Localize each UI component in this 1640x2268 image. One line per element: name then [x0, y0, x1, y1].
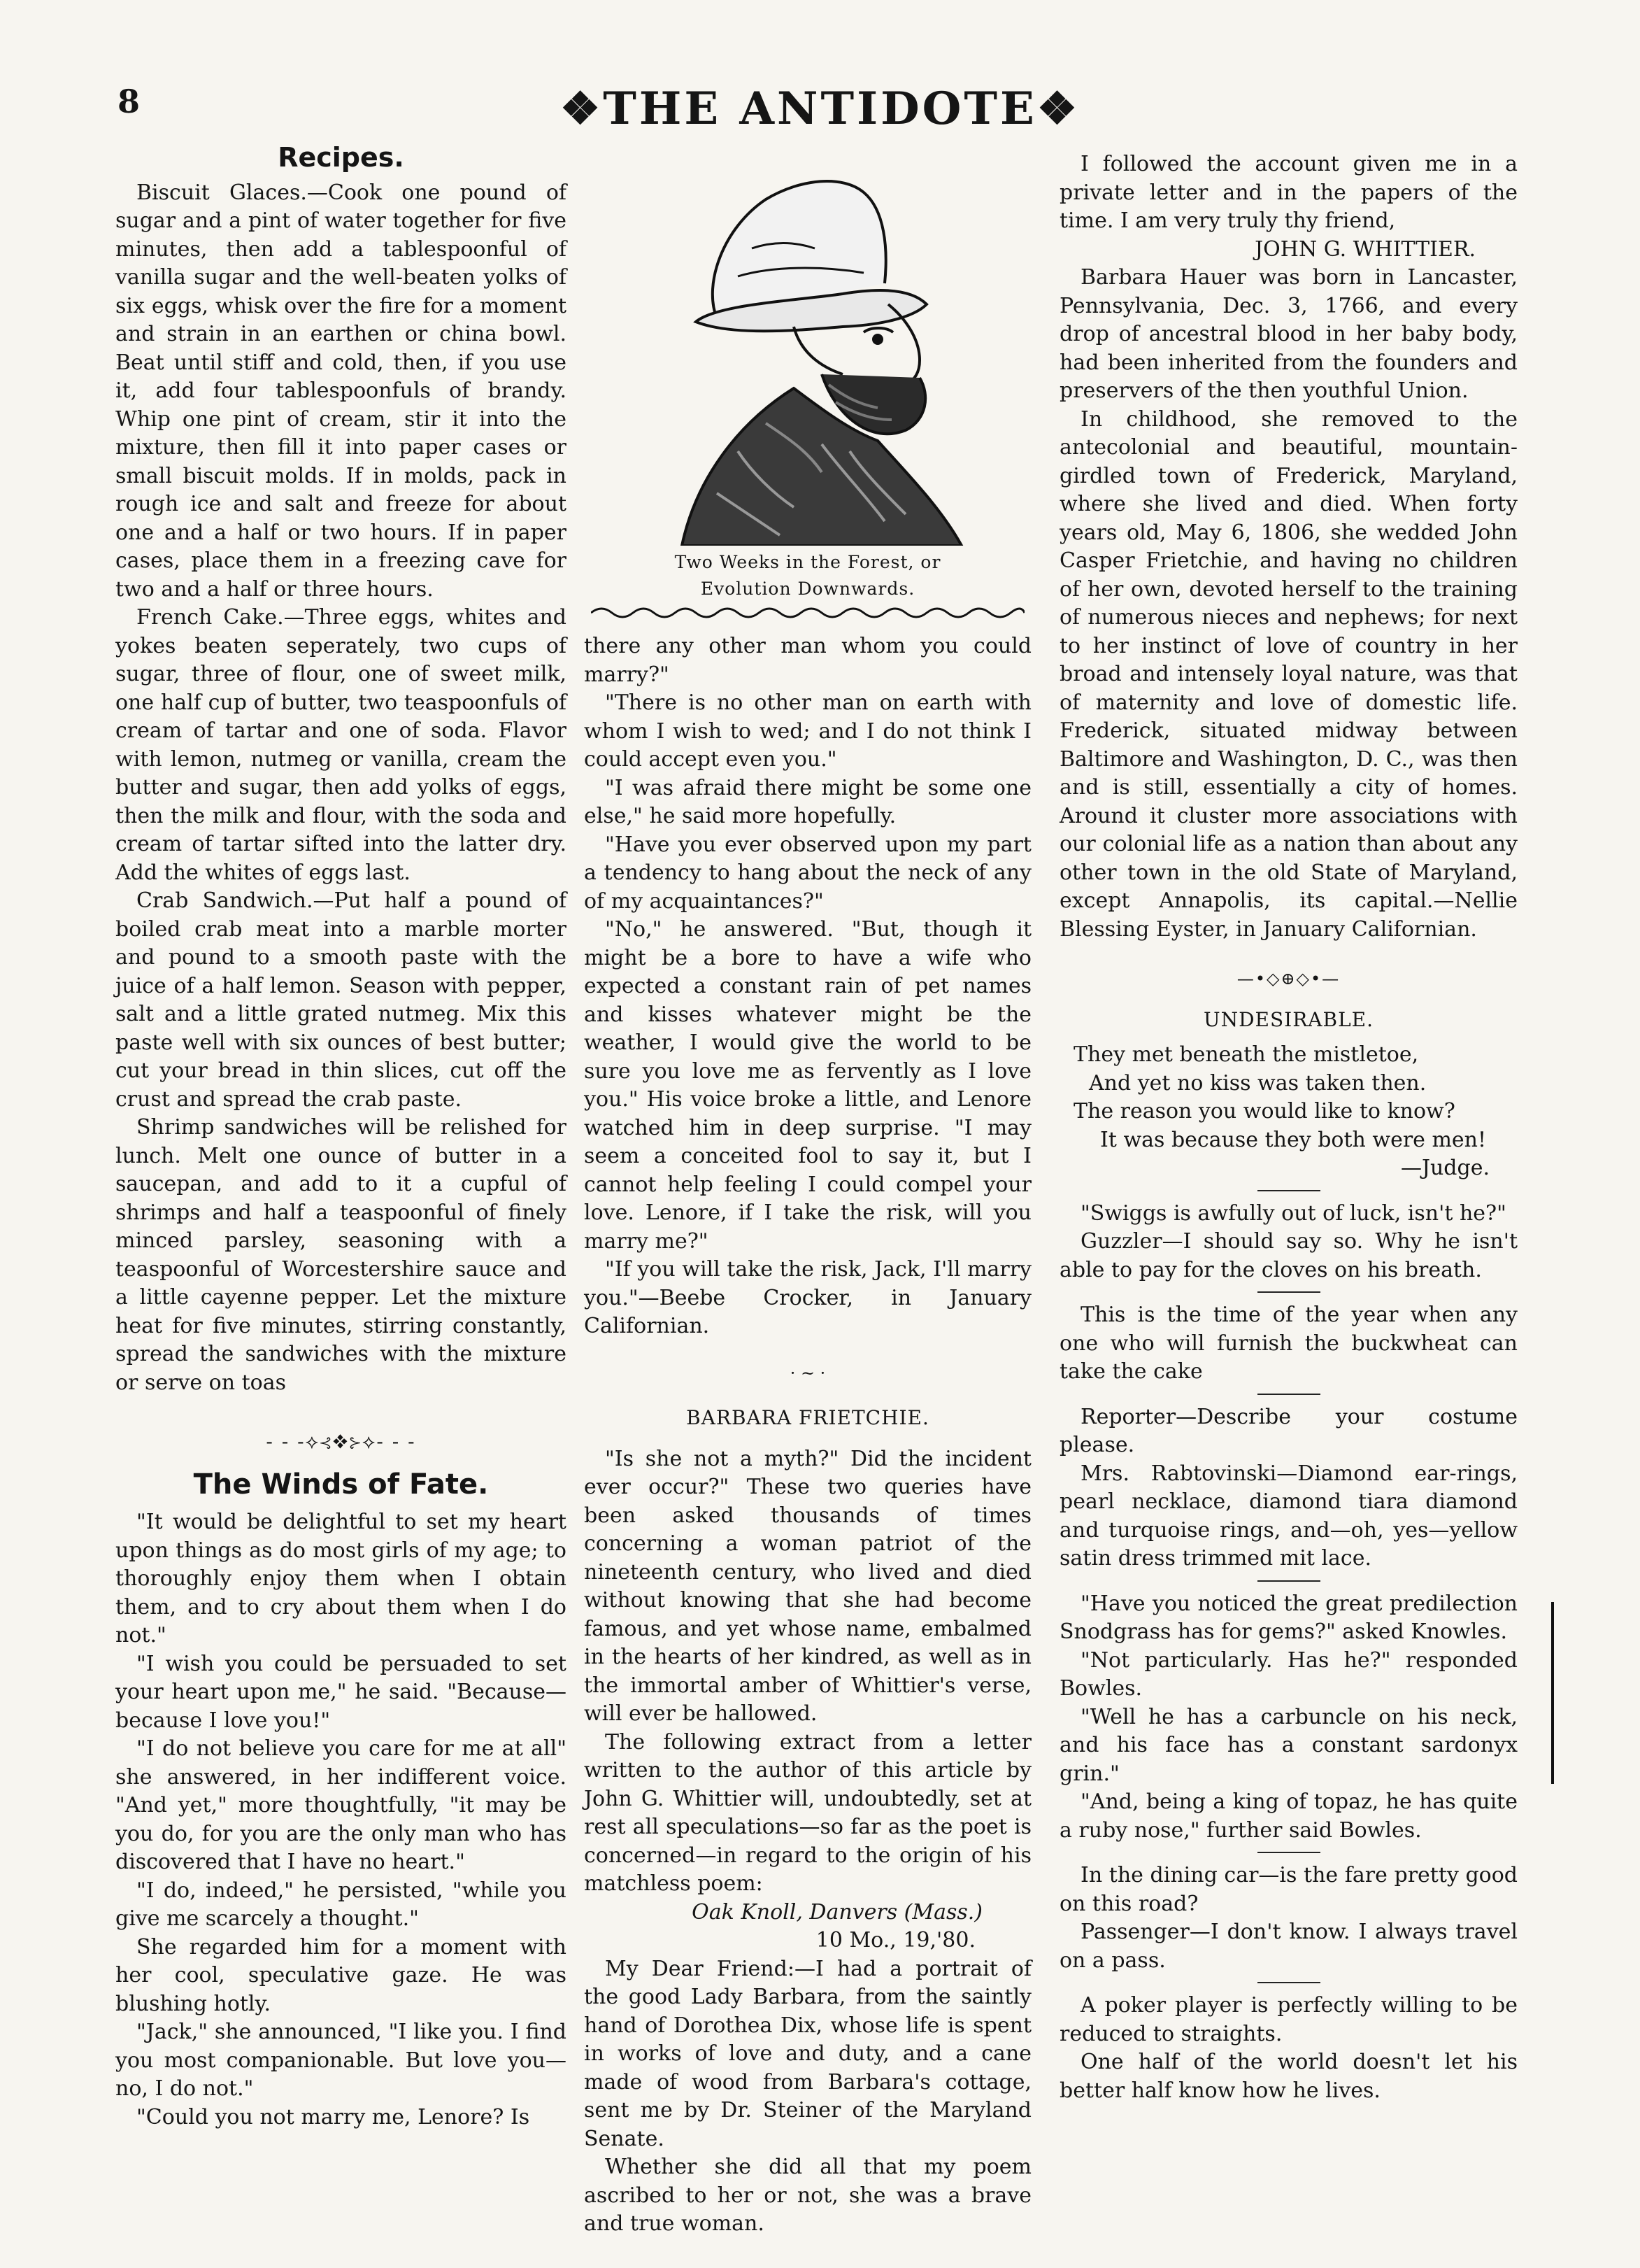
story-paragraph: "I wish you could be persuaded to set your heart upon me," he said. "Because—because I love you!" [115, 1651, 566, 1733]
joke-line: Mrs. Rabtovinski—Diamond ear-rings, pearl necklace, diamond tiara diamond and turquoise rings, and—oh, yes—yellow satin dress trimmed mit lace. [1060, 1461, 1518, 1571]
joke-line: One half of the world doesn't let his better half know how he lives. [1060, 2050, 1518, 2103]
letter-signature: JOHN G. WHITTIER. [1255, 236, 1476, 262]
recipe-shrimp-sandwich: Shrimp sandwiches will be relished for lunch. Melt one ounce of butter in a saucepan, and add to it a cupful of shrimps and half a teaspoonful of finely minced parsley, seasoning with a teaspoonful of Worcestershire sauce and a little cayenne pepper. Let the mixture heat for five minutes, stirring constantly, spread the sandwiches with the mixture or serve on toas [115, 1115, 566, 1395]
section-ornament: —•◇⊕◇•— [1236, 969, 1341, 988]
section-ornament: - - -⟡⊰❖⊱⟡- - - [266, 1430, 416, 1453]
wavy-divider [591, 604, 1025, 621]
poem-credit: —Judge. [1400, 1156, 1490, 1180]
poem-line: They met beneath the mistletoe, [1074, 1042, 1419, 1067]
letter-dateline-place: Oak Knoll, Danvers (Mass.) [692, 1899, 983, 1925]
story-paragraph: "It would be delightful to set my heart upon things as do most girls of my age; to thoroughly enjoy them when I obtain them, and to cry about them when I do not." [115, 1510, 566, 1647]
joke-line: "Have you noticed the great predilection Snodgrass has for gems?" asked Knowles. [1060, 1591, 1518, 1644]
story-paragraph: "Have you ever observed upon my part a tendency to hang about the neck of any of my acquaintances?" [584, 832, 1032, 914]
column-left [115, 143, 566, 2132]
letter-paragraph: I followed the account given me in a private letter and in the papers of the time. I am very truly thy friend, [1060, 152, 1518, 233]
letter-paragraph: My Dear Friend:—I had a portrait of the good Lady Barbara, from the saintly hand of Dorothea Dix, whose life is spent in works of love and duty, and a cane made of wood from Barbara's cottage, sent me by Dr. Steiner of the Maryland Senate. [584, 1956, 1032, 2151]
article-paragraph: The following extract from a letter written to the author of this article by John G. Whittier will, undoubtedly, set at rest all speculations—so far as the poet is concerned—in regard to the origin of his matchless poem: [584, 1729, 1032, 1896]
story-paragraph: She regarded him for a moment with her cool, speculative gaze. He was blushing hotly. [115, 1934, 566, 2016]
poem-line: The reason you would like to know? [1074, 1099, 1455, 1124]
winds-of-fate-heading: The Winds of Fate. [193, 1468, 489, 1501]
joke-line: In the dining car—is the fare pretty good on this road? [1060, 1863, 1518, 1916]
divider-rule [1257, 1190, 1320, 1191]
joke-line: "Well he has a carbuncle on his neck, and his face has a constant sardonyx grin." [1060, 1704, 1518, 1786]
story-attribution: "If you will take the risk, Jack, I'll marry you."—Beebe Crocker, in January Californian. [584, 1257, 1032, 1338]
joke-line: Passenger—I don't know. I always travel on a pass. [1060, 1920, 1518, 1973]
margin-line [1551, 1602, 1554, 1784]
divider-rule [1257, 1394, 1320, 1395]
divider-rule [1257, 1852, 1320, 1853]
illustration-caption-line2: Evolution Downwards. [700, 579, 915, 599]
woodsman-illustration [612, 143, 1004, 546]
joke-line: "And, being a king of topaz, he has quite a ruby nose," further said Bowles. [1060, 1789, 1518, 1843]
page-number: 8 [117, 83, 141, 120]
joke-line: "Swiggs is awfully out of luck, isn't he?" [1081, 1200, 1506, 1226]
recipe-crab-sandwich: Crab Sandwich.—Put half a pound of boiled crab meat into a marble morter and pound to a smooth paste with the juice of a half lemon. Season with pepper, salt and a little grated nutmeg. Mix this paste well with six ounces of best butter; cut your bread in thin slices, cut off the crust and spread the crab paste. [115, 888, 566, 1112]
joke-line: A poker player is perfectly willing to be reduced to straights. [1060, 1993, 1518, 2046]
divider-rule [1257, 1580, 1320, 1582]
poem-line: It was because they both were men! [1100, 1127, 1487, 1152]
story-paragraph: "Could you not marry me, Lenore? Is [136, 2104, 530, 2129]
article-paragraph: Barbara Hauer was born in Lancaster, Pennsylvania, Dec. 3, 1766, and every drop of ancestral blood in her baby body, had been inherited from the founders and preservers of the then youthful Union. [1060, 265, 1518, 403]
letter-dateline-date: 10 Mo., 19,'80. [815, 1928, 976, 1952]
recipe-french-cake: French Cake.—Three eggs, whites and yokes beaten seperately, two cups of sugar, three of flour, one of sweet milk, one half cup of butter, two teaspoonfuls of cream of tartar and one of soda. Flavor with lemon, nutmeg or vanilla, cream the butter and sugar, then add yolks of eggs, then the milk and flour, with the soda and cream of tartar sifted into the latter dry. Add the whites of eggs last. [115, 605, 566, 885]
story-paragraph: "Jack," she announced, "I like you. I find you most companionable. But love you—no, I do not." [115, 2020, 566, 2101]
barbara-frietchie-heading: BARBARA FRIETCHIE. [686, 1406, 929, 1429]
joke-line: "Not particularly. Has he?" responded Bowles. [1060, 1647, 1518, 1701]
undesirable-heading: UNDESIRABLE. [1203, 1007, 1374, 1031]
column-right [1060, 150, 1518, 2105]
recipe-biscuit-glaces: Biscuit Glaces.—Cook one pound of sugar and a pint of water together for five minutes, then add a tablespoonful of vanilla sugar and the well-beaten yolks of six eggs, whisk over the fire for a moment and strain in an earthen or china bowl. Beat until stiff and cold, then, if you use it, add four tablespoonfuls of brandy. Whip one pint of cream, stir it into the mixture, then fill it into paper cases or small biscuit molds. If in molds, pack in rough ice and salt and freeze for about one and a half or two hours. If in paper cases, place them in a freezing cave for two and a half or three hours. [115, 180, 566, 602]
poem-line: And yet no kiss was taken then. [1089, 1070, 1427, 1096]
divider-rule [1257, 1982, 1320, 1983]
story-continued: there any other man whom you could marry?" [584, 634, 1032, 687]
divider-rule [1257, 1291, 1320, 1293]
poem [1060, 1041, 1518, 1154]
joke-line: Guzzler—I should say so. Why he isn't able to pay for the cloves on his breath. [1060, 1229, 1518, 1282]
story-paragraph: "There is no other man on earth with whom I wish to wed; and I do not think I could accept even you." [584, 690, 1032, 772]
illustration-caption-line1: Two Weeks in the Forest, or [674, 552, 941, 572]
story-paragraph: "No," he answered. "But, though it might be a bore to have a wife who expected a constant rain of pet names and kisses whatever might be the weather, I would give the world to be sure you love me as fervently as I love you." His voice broke a little, and Lenore watched him in deep surprise. "I may seem a conceited fool to say it, but I cannot help feeling I could compel your love. Lenore, if I take the risk, will you marry me?" [584, 917, 1032, 1254]
letter-paragraph: Whether she did all that my poem ascribed to her or not, she was a brave and true woman. [584, 2155, 1032, 2236]
recipes-heading: Recipes. [278, 142, 404, 173]
article-paragraph: In childhood, she removed to the antecolonial and beautiful, mountain-girdled town of Frederick, Maryland, where she lived and died. When forty years old, May 6, 1806, she wedded John Casper Frietchie, and having no children of her own, devoted herself to the training of numerous nieces and nephews; for next to her instinct of love of country in her broad and intensely loyal nature, was that of maternity and love of domestic life. Frederick, situated midway between Baltimore and Washington, D. C., was then and is still, essentially a city of homes. Around it cluster more associations with our colonial life as a nation than about any other town in the old State of Maryland, except Annapolis, its capital.—Nellie Blessing Eyster, in January Californian. [1060, 406, 1518, 942]
story-paragraph: "I do not believe you care for me at all" she answered, in her indifferent voice. "And yet," more thoughtfully, "it may be you do, for you are the only man who has discovered that I have no heart." [115, 1736, 566, 1874]
joke-line: This is the time of the year when any one who will furnish the buckwheat can take the cake [1060, 1303, 1518, 1384]
column-middle [584, 143, 1032, 2239]
section-dots: · ~ · [790, 1363, 826, 1383]
story-paragraph: "I was afraid there might be some one else," he said more hopefully. [584, 775, 1032, 828]
masthead: ❖THE ANTIDOTE❖ [559, 83, 1081, 135]
joke-line: Reporter—Describe your costume please. [1060, 1404, 1518, 1457]
article-paragraph: "Is she not a myth?" Did the incident ever occur?" These two queries have been asked thousands of times concerning a woman patriot of the nineteenth century, who lived and died without knowing that she had become famous, and yet whose name, embalmed in the hearts of her kindred, as well as in the immortal amber of Whittier's verse, will ever be hallowed. [584, 1446, 1032, 1726]
story-paragraph: "I do, indeed," he persisted, "while you give me scarcely a thought." [115, 1878, 566, 1931]
